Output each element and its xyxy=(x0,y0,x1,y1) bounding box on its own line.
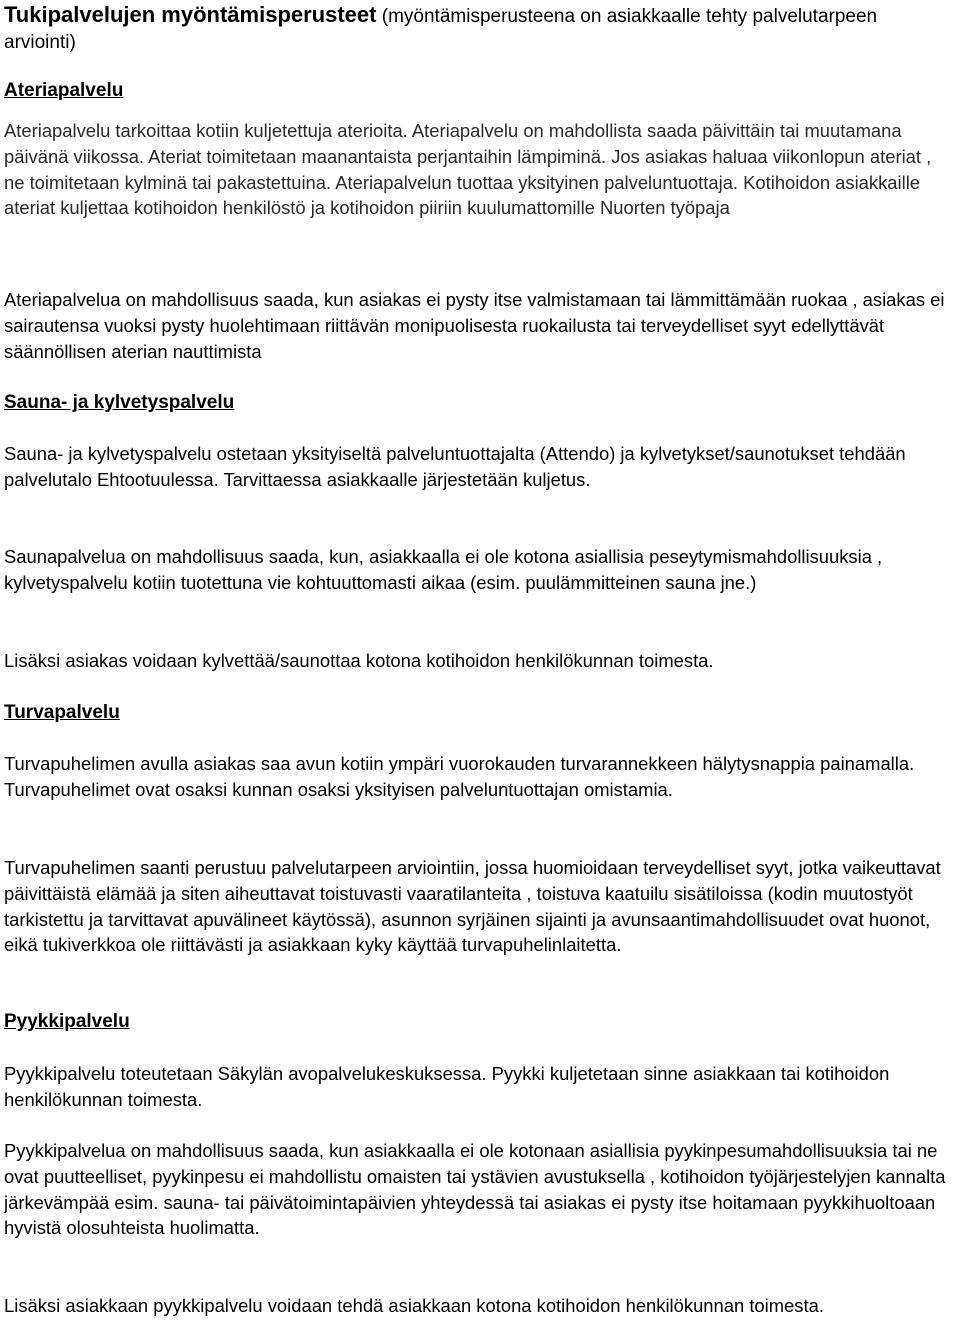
title-subtitle: (myöntämisperusteena on asiakkaalle tehty palvelutarpeen arviointi) xyxy=(4,6,878,53)
heading-ateriapalvelu: Ateriapalvelu xyxy=(4,80,124,101)
paragraph-ateriapalvelu-description: Ateriapalvelu tarkoittaa kotiin kuljetettuja aterioita. Ateriapalvelu on mahdollista saada päivittäin tai muutamana päivänä viikossa. Ateriat toimitetaan maanantaista perjantaihin lämpiminä. Jos asiakas haluaa viikonlopun ateriat , ne toimitetaan kylminä tai pakastettuina. Ateriapalvelun tuottaa yksityinen palveluntuottaja. Kotihoidon asiakkaille ateriat kuljettaa kotihoidon henkilöstö ja kotihoidon piiriin kuulumattomille Nuorten työpaja xyxy=(4,120,932,219)
page-title xyxy=(4,2,944,56)
paragraph-sauna-criteria: Saunapalvelua on mahdollisuus saada, kun, asiakkaalla ei ole kotona asiallisia peseytymismahdollisuuksia , kylvetyspalvelu kotiin tuotettuna vie kohtuuttomasti aikaa (esim. puulämmitteinen sauna jne.) xyxy=(4,546,883,593)
paragraph-sauna-home: Lisäksi asiakas voidaan kylvettää/saunottaa kotona kotihoidon henkilökunnan toimesta. xyxy=(4,650,714,671)
heading-turvapalvelu: Turvapalvelu xyxy=(4,702,120,723)
paragraph-turvapalvelu-description: Turvapuhelimen avulla asiakas saa avun kotiin ympäri vuorokauden turvarannekkeen hälytysnappia painamalla. Turvapuhelimet ovat osaksi kunnan osaksi yksityisen palveluntuottajan omistamia. xyxy=(4,753,915,800)
paragraph-ateriapalvelu-criteria: Ateriapalvelua on mahdollisuus saada, kun asiakas ei pysty itse valmistamaan tai lämmittämään ruokaa , asiakas ei sairautensa vuoksi pysty huolehtimaan riittävän monipuolisesta ruokailusta tai terveydelliset syyt edellyttävät säännöllisen aterian nauttimista xyxy=(4,289,945,362)
heading-pyykkipalvelu: Pyykkipalvelu xyxy=(4,1011,130,1032)
paragraph-pyykkipalvelu-criteria: Pyykkipalvelua on mahdollisuus saada, kun asiakkaalla ei ole kotonaan asiallisia pyykinpesumahdollisuuksia tai ne ovat puutteelliset, pyykinpesu ei mahdollistu omaisten tai ystävien avustuksella , kotihoidon työjärjestelyjen kannalta järkevämpää esim. sauna- tai päivätoimintapäivien yhteydessä tai asiakas ei pysty itse hoitamaan pyykkihuoltoaan hyvistä olosuhteista huolimatta. xyxy=(4,1140,946,1239)
paragraph-turvapalvelu-criteria: Turvapuhelimen saanti perustuu palvelutarpeen arviointiin, jossa huomioidaan terveydelliset syyt, jotka vaikeuttavat päivittäistä elämää ja siten aiheuttavat toistuvasti vaaratilanteita , toistuva kaatuilu sisätiloissa (kodin muutostyöt tarkistettu ja tarvittavat apuvälineet käytössä), asunnon syrjäinen sijainti ja avunsaantimahdollisuudet ovat huonot, eikä tukiverkkoa ole riittävästi ja asiakkaan kyky käyttää turvapuhelinlaitetta. xyxy=(4,857,941,956)
paragraph-pyykkipalvelu-home: Lisäksi asiakkaan pyykkipalvelu voidaan tehdä asiakkaan kotona kotihoidon henkilökunnan toimesta. xyxy=(4,1295,824,1316)
title-bold: Tukipalvelujen myöntämisperusteet xyxy=(4,2,377,27)
heading-sauna-kylvetyspalvelu: Sauna- ja kylvetyspalvelu xyxy=(4,392,235,413)
paragraph-pyykkipalvelu-description: Pyykkipalvelu toteutetaan Säkylän avopalvelukeskuksessa. Pyykki kuljetetaan sinne asiakkaan tai kotihoidon henkilökunnan toimesta. xyxy=(4,1063,890,1110)
paragraph-sauna-description: Sauna- ja kylvetyspalvelu ostetaan yksityiseltä palveluntuottajalta (Attendo) ja kylvetykset/saunotukset tehdään palvelutalo Ehtootuulessa. Tarvittaessa asiakkaalle järjestetään kuljetus. xyxy=(4,443,906,490)
